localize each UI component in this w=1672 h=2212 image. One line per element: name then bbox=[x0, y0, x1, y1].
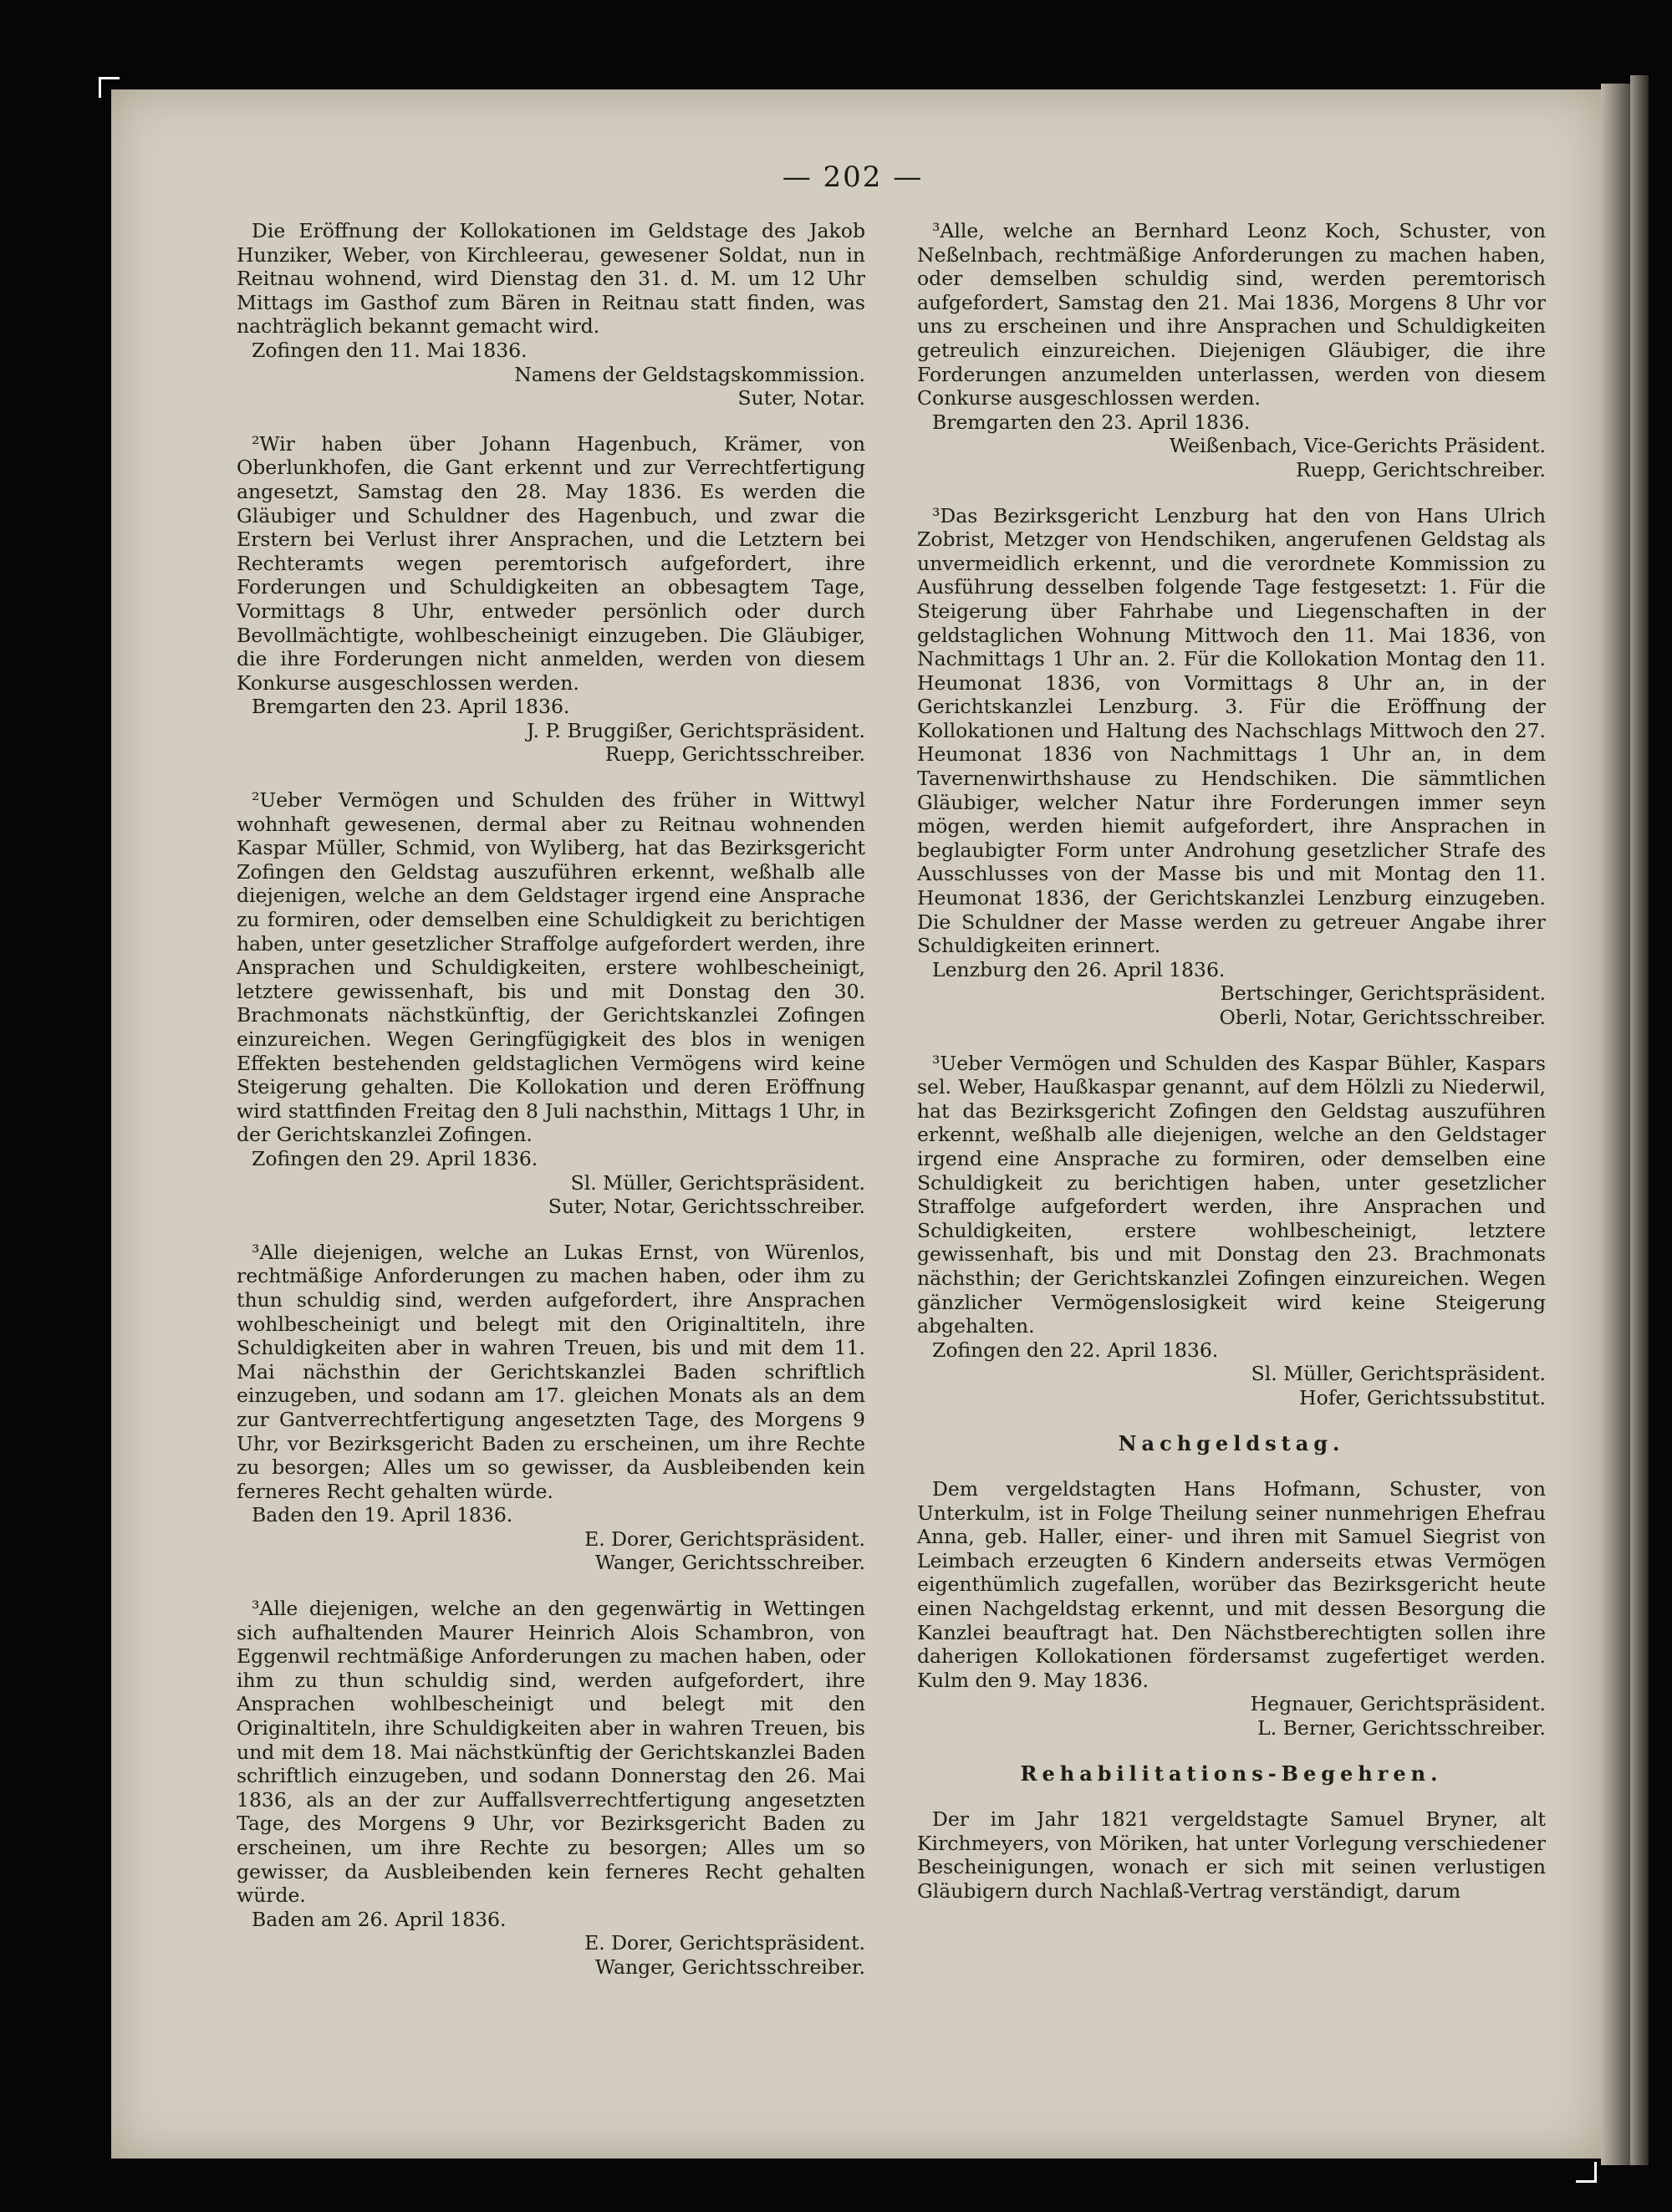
notice bbox=[237, 432, 865, 767]
notice-body: ³Alle diejenigen, welche an Lukas Ernst, von Würenlos, rechtmäßige Anforderungen zu machen haben, oder ihm zu thun schuldig sind, werden aufgefordert, ihre Ansprachen wohlbescheinigt und belegt mit den Originaltiteln, ihre Schuldigkeiten aber in wahren Treuen, bis und mit dem 11. Mai nächsthin der Gerichtskanzlei Baden schriftlich einzugeben, und sodann am 17. gleichen Monats als an dem zur Gantverrechtfertigung angesetzten Tage, des Morgens 9 Uhr, vor Bezirksgericht Baden zu erscheinen, um ihre Rechte zu besorgen; Alles um so gewisser, da Ausbleibenden kein ferneres Recht gehalten würde. bbox=[237, 1240, 865, 1503]
notice-body: ³Das Bezirksgericht Lenzburg hat den von Hans Ulrich Zobrist, Metzger von Hendschiken, angerufenen Geldstag als unvermeidlich erkennt, und die verordnete Kommission zu Ausführung desselben folgende Tage festgesetzt: 1. Für die Steigerung über Fahrhabe und Liegenschaften in der geldstaglichen Wohnung Mittwoch den 11. Mai 1836, von Nachmittags 1 Uhr an. 2. Für die Kollokation Montag den 11. Heumonat 1836, von Vormittags 8 Uhr an, in der Gerichtskanzlei Lenzburg. 3. Für die Eröffnung der Kollokationen und Haltung des Nachschlags Mittwoch den 27. Heumonat 1836 von Nachmittags 1 Uhr an, in dem Tavernenwirthshause zu Hendschiken. Die sämmtlichen Gläubiger, welcher Natur ihre Forderungen immer seyn mögen, werden hiemit aufgefordert, ihre Ansprachen in beglaubigter Form unter Androhung gesetzlicher Strafe des Ausschlusses von der Masse bis und mit Montag den 11. Heumonat 1836, der Gerichtskanzlei Lenzburg einzugeben. Die Schuldner der Masse werden zu getreuer Angabe ihrer Schuldigkeiten erinnert. bbox=[917, 503, 1546, 958]
notice-dateline: Zofingen den 11. Mai 1836. bbox=[252, 338, 528, 362]
scan-corner-mark bbox=[1576, 2162, 1597, 2183]
notice-dateline: Baden den 19. April 1836. bbox=[252, 1503, 513, 1527]
notice-dateline: Lenzburg den 26. April 1836. bbox=[932, 957, 1226, 981]
notice-signature: Suter, Notar. bbox=[737, 386, 865, 410]
notice-dateline: Zofingen den 22. April 1836. bbox=[932, 1338, 1219, 1362]
notice-signature: Ruepp, Gerichtsschreiber. bbox=[604, 742, 865, 767]
notice-body: ³Alle, welche an Bernhard Leonz Koch, Schuster, von Neßelnbach, rechtmäßige Anforderungen zu machen haben, oder demselben schuldig sind, werden peremtorisch aufgefordert, Samstag den 21. Mai 1836, Morgens 8 Uhr vor uns zu erscheinen und ihre Ansprachen und Schuldigkeiten getreulich einzureichen. Diejenigen Gläubiger, die ihre Forderungen anzumelden unterlassen, werden von diesem Conkurse ausgeschlossen werden. bbox=[917, 219, 1546, 410]
section-heading-nachgeldstag: Nachgeldstag. bbox=[1118, 1430, 1345, 1455]
notice-signature: L. Berner, Gerichtsschreiber. bbox=[1257, 1716, 1546, 1741]
notice-signature: Weißenbach, Vice-Gerichts Präsident. bbox=[1169, 434, 1546, 458]
notice-body: ²Ueber Vermögen und Schulden des früher in Wittwyl wohnhaft gewesenen, dermal aber zu Reitnau wohnenden Kaspar Müller, Schmid, von Wyliberg, hat das Bezirksgericht Zofingen den Geldstag auszuführen erkennt, weßhalb alle diejenigen, welche an dem Geldstager irgend eine Ansprache zu formiren, oder demselben eine Schuldigkeit zu berichtigen haben, unter gesetzlicher Straffolge aufgefordert werden, ihre Ansprachen und Schuldigkeiten, erstere wohlbescheinigt, letztere gewissenhaft, bis und mit Donstag den 30. Brachmonats nächstkünftig, der Gerichtskanzlei Zofingen einzureichen. Wegen Geringfügigkeit des blos in wenigen Effekten bestehenden geldstaglichen Vermögens wird keine Steigerung gehalten. Die Kollokation und deren Eröffnung wird stattfinden Freitag den 8 Juli nachsthin, Mittags 1 Uhr, in der Gerichtskanzlei Zofingen. bbox=[237, 788, 865, 1147]
notice bbox=[917, 1052, 1546, 1410]
notice-signature: Wanger, Gerichtsschreiber. bbox=[594, 1955, 865, 1979]
notice-signature: Suter, Notar, Gerichtsschreiber. bbox=[548, 1195, 865, 1219]
notice-signature: Ruepp, Gerichtschreiber. bbox=[1295, 457, 1546, 482]
notice-signature: E. Dorer, Gerichtspräsident. bbox=[584, 1526, 865, 1551]
notice-body: Die Eröffnung der Kollokationen im Geldstage des Jakob Hunziker, Weber, von Kirchleerau, gewesener Soldat, nun in Reitnau wohnend, wird Dienstag den 31. d. M. um 12 Uhr Mittags im Gasthof zum Bären in Reitnau statt finden, was nachträglich bekannt gemacht wird. bbox=[237, 219, 865, 339]
notice-signature: J. P. Bruggißer, Gerichtspräsident. bbox=[526, 718, 865, 742]
page-edge-shadow bbox=[1630, 75, 1649, 2165]
notice-signature: Bertschinger, Gerichtspräsident. bbox=[1220, 981, 1546, 1006]
notice-signature: Namens der Geldstagskommission. bbox=[514, 362, 865, 386]
notice bbox=[237, 788, 865, 1219]
page-number: — 202 — bbox=[782, 161, 924, 194]
left-column bbox=[237, 219, 865, 2001]
scan-corner-mark bbox=[99, 77, 120, 98]
right-column bbox=[917, 219, 1546, 1925]
notice-dateline: Bremgarten den 23. April 1836. bbox=[932, 410, 1251, 434]
notice-body: ²Wir haben über Johann Hagenbuch, Krämer, von Oberlunkhofen, die Gant erkennt und zur Verrechtfertigung angesetzt, Samstag den 28. May 1836. Es werden die Gläubiger und Schuldner des Hagenbuch, und zwar die Erstern bei Verlust ihrer Ansprachen, und die Letztern bei Rechteramts wegen peremtorisch aufgefordert, ihre Forderungen und Schuldigkeiten an obbesagtem Tage, Vormittags 8 Uhr, entweder persönlich oder durch Bevollmächtigte, wohlbescheinigt einzugeben. Die Gläubiger, die ihre Forderungen nicht anmelden, werden von diesem Konkurse ausgeschlossen werden. bbox=[237, 431, 865, 695]
notice-signature: Hofer, Gerichtssubstitut. bbox=[1299, 1385, 1546, 1409]
section-heading-rehabilitation: Rehabilitations-Begehren. bbox=[1020, 1761, 1443, 1786]
notice bbox=[917, 1807, 1546, 1903]
notice-dateline: Zofingen den 29. April 1836. bbox=[252, 1146, 538, 1170]
notice-signature: Oberli, Notar, Gerichtsschreiber. bbox=[1219, 1006, 1546, 1029]
notice bbox=[237, 1597, 865, 1980]
notice-body: ³Ueber Vermögen und Schulden des Kaspar Bühler, Kaspars sel. Weber, Haußkaspar genannt, auf dem Hölzli zu Niederwil, hat das Bezirksgericht Zofingen den Geldstag auszuführen erkennt, weßhalb alle diejenigen, welche an den Geldstager irgend eine Ansprache zu formiren, oder demselben eine Schuldigkeit zu berichtigen haben, unter gesetzlicher Straffolge aufgefordert werden, ihre Ansprachen und Schuldigkeiten, erstere wohlbescheinigt, letztere gewissenhaft, bis und mit Donstag den 23. Brachmonats nächsthin; der Gerichtskanzlei Zofingen einzureichen. Wegen gänzlicher Vermögenslosigkeit wird keine Steigerung abgehalten. bbox=[917, 1051, 1546, 1338]
notice-signature: Sl. Müller, Gerichtspräsident. bbox=[570, 1170, 865, 1195]
notice-signature: Sl. Müller, Gerichtspräsident. bbox=[1251, 1362, 1546, 1386]
notice-dateline: Baden am 26. April 1836. bbox=[252, 1907, 507, 1931]
notice-signature: Wanger, Gerichtsschreiber. bbox=[594, 1551, 865, 1575]
notice bbox=[917, 1477, 1546, 1741]
notice bbox=[237, 219, 865, 410]
notice-signature: Hegnauer, Gerichtspräsident. bbox=[1250, 1692, 1546, 1716]
notice-body: Der im Jahr 1821 vergeldstagte Samuel Bryner, alt Kirchmeyers, von Möriken, hat unter Vorlegung verschiedener Bescheinigungen, wonach er sich mit seinen verlustigen Gläubigern durch Nachlaß-Vertrag verständigt, darum bbox=[917, 1807, 1546, 1903]
notice-signature: E. Dorer, Gerichtspräsident. bbox=[584, 1931, 865, 1955]
notice bbox=[917, 219, 1546, 482]
notice bbox=[237, 1241, 865, 1575]
notice-dateline: Bremgarten den 23. April 1836. bbox=[252, 695, 570, 719]
notice bbox=[917, 504, 1546, 1030]
notice-body: ³Alle diejenigen, welche an den gegenwärtig in Wettingen sich aufhaltenden Maurer Heinrich Alois Schambron, von Eggenwil rechtmäßige Anforderungen zu machen haben, oder ihm zu thun schuldig sind, werden aufgefordert, ihre Ansprachen wohlbescheinigt und belegt mit den Originaltiteln, ihre Schuldigkeiten aber in wahren Treuen, bis und mit dem 18. Mai nächstkünftig der Gerichtskanzlei Baden schriftlich einzugeben, und sodann Donnerstag den 26. Mai 1836, als an der zur Auffallsverrechtfertigung angesetzten Tage, des Morgens 9 Uhr, vor Bezirksgericht Baden zu erscheinen, um ihre Rechte zu besorgen; Alles um so gewisser, da Ausbleibenden kein ferneres Recht gehalten würde. bbox=[237, 1597, 865, 1908]
notice-body: Dem vergeldstagten Hans Hofmann, Schuster, von Unterkulm, ist in Folge Theilung seiner nunmehrigen Ehefrau Anna, geb. Haller, einer- und ihren mit Samuel Siegrist von Leimbach erzeugten 6 Kindern anderseits etwas Vermögen eigenthümlich zugefallen, worüber das Bezirksgericht heute einen Nachgeldstag erkennt, und mit dessen Besorgung die Kanzlei beauftragt hat. Den Nächstberechtigten sollen ihre daherigen Kollokationen fördersamst zugefertiget werden. Kulm den 9. May 1836. bbox=[917, 1477, 1546, 1692]
page-edge bbox=[1601, 84, 1634, 2165]
